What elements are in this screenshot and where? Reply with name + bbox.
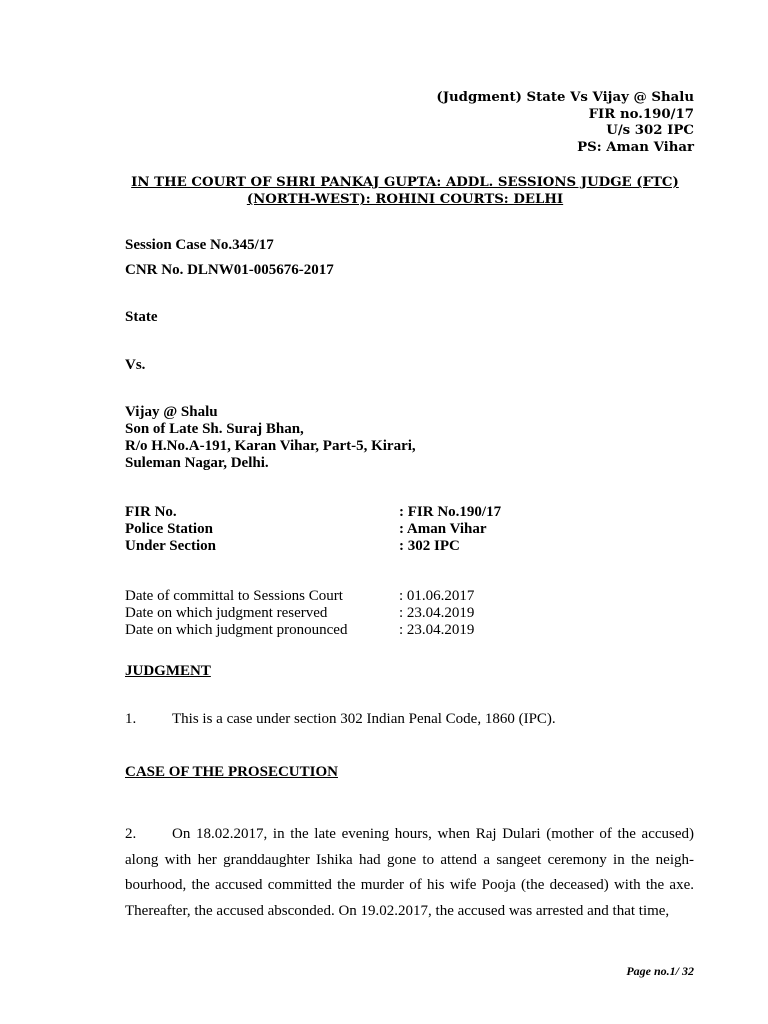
versus-label: Vs. [125,357,146,373]
cnr-number: CNR No. DLNW01-005676-2017 [125,262,334,278]
reserved-date-value: : 23.04.2019 [399,605,475,621]
judgment-heading: JUDGMENT [125,663,211,679]
police-station-label: Police Station [125,521,213,537]
committal-date-value: : 01.06.2017 [399,588,475,604]
document-header [436,90,694,156]
accused-details [125,404,416,472]
accused-address-line1: R/o H.No.A-191, Karan Vihar, Part-5, Kirari, [125,438,416,454]
prosecution-heading: CASE OF THE PROSECUTION [125,764,338,780]
committal-date-label: Date of committal to Sessions Court [125,588,343,604]
court-title-line2: (NORTH-WEST): ROHINI COURTS: DELHI [246,192,564,207]
para2-text: On 18.02.2017, in the late evening hours, when Raj Dulari (mother of the accused) along with her granddaughter Ishika had gone to attend a sangeet ceremony in the neigh-bourhood, the accused committed the murder of his wife Pooja (the deceased) with the axe. Thereafter, the accused absconded. On 19.02.2017, the accused was arrested and that time, [125,826,694,919]
under-section-label: Under Section [125,538,216,554]
party-state: State [125,309,158,325]
fir-value: : FIR No.190/17 [399,504,502,520]
accused-address-line2: Suleman Nagar, Delhi. [125,455,269,471]
pronounced-date-label: Date on which judgment pronounced [125,622,348,638]
header-fir: FIR no.190/17 [588,106,694,122]
accused-parentage: Son of Late Sh. Suraj Bhan, [125,421,304,437]
header-section: U/s 302 IPC [606,123,694,138]
para2 [125,822,694,924]
accused-name: Vijay @ Shalu [125,404,218,420]
pronounced-date-value: : 23.04.2019 [399,622,475,638]
para2-number: 2. [125,826,137,842]
para1-text: This is a case under section 302 Indian Penal Code, 1860 (IPC). [172,711,556,727]
page-number: Page no.1/ 32 [626,964,694,978]
court-title [125,174,685,208]
para1-number: 1. [125,711,137,727]
fir-label: FIR No. [125,504,177,520]
header-police-station: PS: Aman Vihar [577,139,694,155]
session-case-number: Session Case No.345/17 [125,237,274,253]
police-station-value: : Aman Vihar [399,521,487,537]
under-section-value: : 302 IPC [399,538,460,554]
header-title: (Judgment) State Vs Vijay @ Shalu [436,90,694,105]
reserved-date-label: Date on which judgment reserved [125,605,328,621]
court-title-line1: IN THE COURT OF SHRI PANKAJ GUPTA: ADDL. SESSIONS JUDGE (FTC) [131,175,679,190]
